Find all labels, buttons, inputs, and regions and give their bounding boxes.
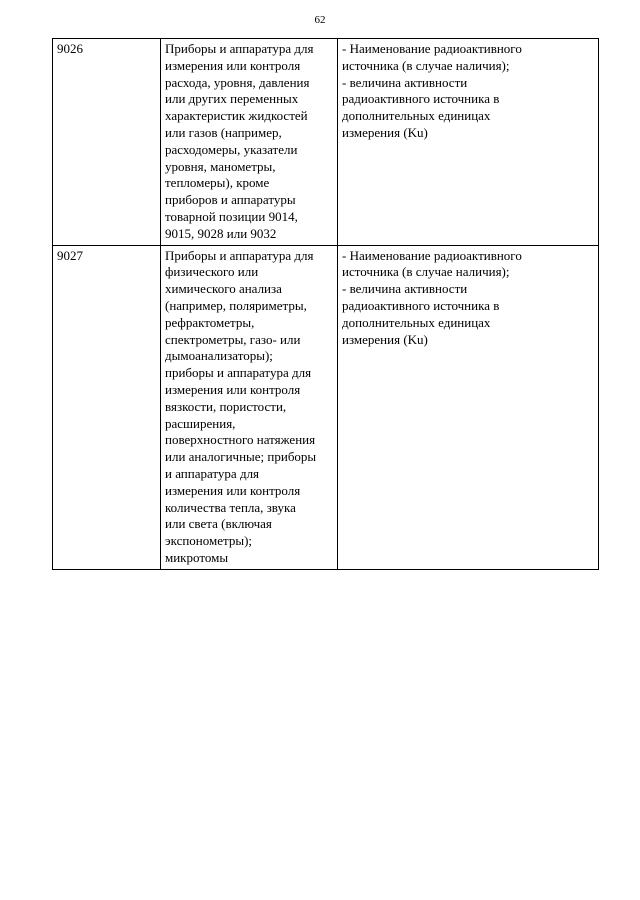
- description-line: или света (включая: [165, 516, 272, 532]
- description-line: спектрометры, газо- или: [165, 331, 301, 347]
- description-line: количества тепла, звука: [165, 499, 296, 515]
- requirement-line: источника (в случае наличия);: [342, 264, 510, 280]
- description-line: приборов и аппаратуры: [165, 192, 296, 208]
- description-cell: [161, 245, 338, 569]
- description-line: (например, поляриметры,: [165, 297, 307, 313]
- description-line: Приборы и аппаратура для: [165, 41, 314, 56]
- description-line: приборы и аппаратура для: [165, 365, 312, 381]
- description-line: экспонометры);: [165, 533, 253, 549]
- description-line: дымоанализаторы);: [165, 348, 273, 364]
- table-row: [53, 245, 599, 569]
- description-line: химического анализа: [165, 281, 282, 297]
- description-line: вязкости, пористости,: [165, 398, 287, 414]
- code-cell: 9027: [53, 245, 161, 569]
- description-line: Приборы и аппаратура для: [165, 247, 314, 263]
- requirement-line: радиоактивного источника в: [342, 91, 500, 107]
- description-line: характеристик жидкостей: [165, 108, 308, 124]
- requirement-cell: [338, 245, 599, 569]
- code-cell: 9026: [53, 39, 161, 246]
- customs-code-table: [52, 38, 599, 570]
- description-line: измерения или контроля: [165, 57, 301, 73]
- description-line: тепломеры), кроме: [165, 175, 270, 191]
- requirement-line: радиоактивного источника в: [342, 297, 500, 313]
- description-line: уровня, манометры,: [165, 158, 276, 174]
- page-number: 62: [314, 14, 326, 26]
- requirement-line: источника (в случае наличия);: [342, 57, 510, 73]
- description-cell: [161, 39, 338, 246]
- description-line: микротомы: [165, 549, 229, 565]
- requirement-line: измерения (Ku): [342, 331, 428, 347]
- description-line: рефрактометры,: [165, 314, 255, 330]
- requirement-line: измерения (Ku): [342, 124, 428, 140]
- description-line: 9015, 9028 или 9032: [165, 225, 277, 241]
- description-line: расходомеры, указатели: [165, 141, 298, 157]
- requirement-line: - Наименование радиоактивного: [342, 41, 522, 56]
- description-line: измерения или контроля: [165, 482, 301, 498]
- description-line: расхода, уровня, давления: [165, 74, 310, 90]
- requirement-cell: [338, 39, 599, 246]
- description-line: поверхностного натяжения: [165, 432, 316, 448]
- requirement-line: - величина активности: [342, 74, 468, 90]
- table-row: [53, 39, 599, 246]
- description-line: расширения,: [165, 415, 236, 431]
- description-line: товарной позиции 9014,: [165, 208, 298, 224]
- requirement-line: дополнительных единицах: [342, 314, 491, 330]
- requirement-line: - величина активности: [342, 281, 468, 297]
- description-line: физического или: [165, 264, 259, 280]
- requirement-line: дополнительных единицах: [342, 108, 491, 124]
- description-line: измерения или контроля: [165, 381, 301, 397]
- description-line: и аппаратура для: [165, 465, 260, 481]
- description-line: или газов (например,: [165, 124, 282, 140]
- description-line: или других переменных: [165, 91, 299, 107]
- requirement-line: - Наименование радиоактивного: [342, 247, 522, 263]
- description-line: или аналогичные; приборы: [165, 449, 317, 465]
